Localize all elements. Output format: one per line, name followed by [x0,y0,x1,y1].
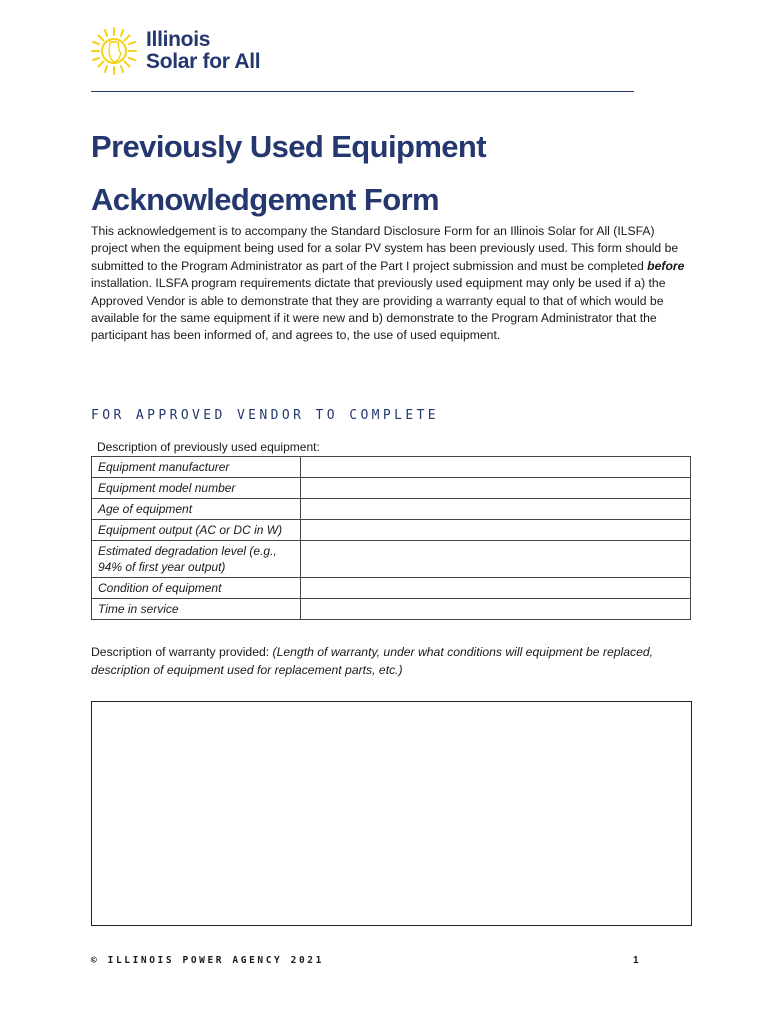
time-in-service-field[interactable] [301,599,691,620]
field-label: Equipment output (AC or DC in W) [92,520,301,541]
title-line-1: Previously Used Equipment [91,129,486,164]
illinois-solar-for-all-logo [90,26,280,76]
logo-line-2: Solar for All [146,50,261,73]
field-label: Equipment model number [92,478,301,499]
equipment-output-field[interactable] [301,520,691,541]
header-divider [91,91,634,92]
table-row [92,599,691,620]
page-number: 1 [633,955,639,966]
warranty-label: Description of warranty provided: [91,645,273,659]
degradation-level-field[interactable] [301,541,691,578]
equipment-age-field[interactable] [301,499,691,520]
warranty-description-field[interactable] [91,701,692,926]
equipment-table [91,456,691,620]
intro-text-end: installation. ILSFA program requirements dictate that previously used equipment may only be used if a) the Approved Vendor is able to demonstrate that they are providing a warranty equal to that of which would be available for the same equipment if it were new and b) demonstrate to the Program Administrator that the participant has been informed of, and agrees to, the use of used equipment. [91,276,666,343]
warranty-description-label [91,643,691,679]
warranty-hint: (Length of warranty, under what conditions will equipment be replaced, description of equipment used for replacement parts, etc.) [91,645,654,677]
section-heading: FOR APPROVED VENDOR TO COMPLETE [91,408,440,423]
field-label: Condition of equipment [92,578,301,599]
field-label: Age of equipment [92,499,301,520]
table-row [92,578,691,599]
logo-line-1: Illinois [146,28,211,51]
table-row [92,541,691,578]
intro-text-start: This acknowledgement is to accompany the Standard Disclosure Form for an Illinois Solar for All (ILSFA) project when the equipment being used for a solar PV system has been previously used. This form should be submitted to the Program Administrator as part of the Part I project submission and must be completed [91,224,679,273]
table-row [92,457,691,478]
title-line-2: Acknowledgement Form [91,182,439,217]
equipment-table-caption: Description of previously used equipment: [97,440,320,454]
equipment-model-number-field[interactable] [301,478,691,499]
page-title [91,120,691,226]
intro-emphasis: before [647,258,685,273]
logo-wordmark [146,29,260,73]
copyright-footer: © ILLINOIS POWER AGENCY 2021 [91,955,324,966]
equipment-condition-field[interactable] [301,578,691,599]
intro-paragraph [91,223,691,345]
equipment-manufacturer-field[interactable] [301,457,691,478]
sun-icon [90,26,138,76]
table-row [92,520,691,541]
field-label: Equipment manufacturer [92,457,301,478]
table-row [92,478,691,499]
field-label: Estimated degradation level (e.g., 94% of first year output) [92,541,301,578]
table-row [92,499,691,520]
field-label: Time in service [92,599,301,620]
